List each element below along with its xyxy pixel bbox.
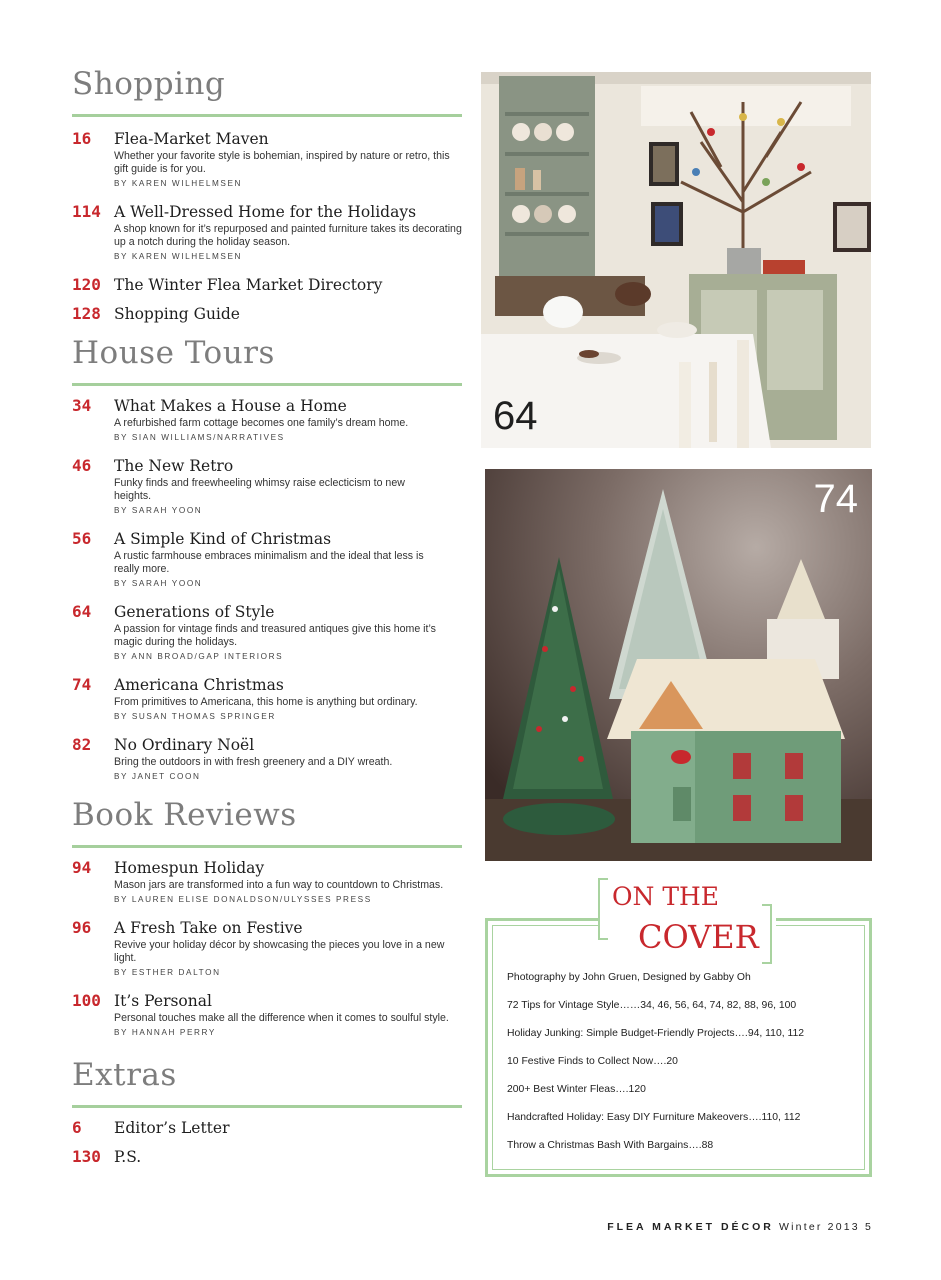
page-number: 5 <box>864 1221 873 1233</box>
entry-description: Revive your holiday décor by showcasing the pieces you love in a new light. <box>114 939 445 964</box>
entry-title: A Simple Kind of Christmas <box>114 530 332 548</box>
bracket-decoration <box>762 904 772 964</box>
cover-line: 72 Tips for Vintage Style……34, 46, 56, 64, 74, 82, 88, 96, 100 <box>507 1000 797 1011</box>
entry-page-number: 74 <box>72 675 92 694</box>
section-title-house-tours: House Tours <box>72 335 275 371</box>
entry-byline: BY SARAH YOON <box>114 579 203 588</box>
toc-entry[interactable] <box>72 991 464 1039</box>
entry-byline: BY SARAH YOON <box>114 506 203 515</box>
entry-byline: BY ESTHER DALTON <box>114 968 221 977</box>
entry-page-number: 120 <box>72 275 101 294</box>
entry-title: A Well-Dressed Home for the Holidays <box>114 203 417 221</box>
cover-lines-list <box>507 971 857 1167</box>
cover-heading-line2: COVER <box>638 918 759 956</box>
entry-page-number: 128 <box>72 304 101 323</box>
cover-heading-line1: ON THE <box>612 882 720 911</box>
section-title-book-reviews: Book Reviews <box>72 797 297 833</box>
section-divider <box>72 845 462 848</box>
section-divider <box>72 1105 462 1108</box>
toc-entry[interactable] <box>72 529 464 590</box>
entry-byline: BY SUSAN THOMAS SPRINGER <box>114 712 276 721</box>
entry-byline: BY KAREN WILHELMSEN <box>114 252 243 261</box>
entry-description: Mason jars are transformed into a fun way to countdown to Christmas. <box>114 879 444 891</box>
toc-entry[interactable] <box>72 602 464 663</box>
entry-title: Flea-Market Maven <box>114 130 269 148</box>
entry-page-number: 34 <box>72 396 92 415</box>
section-title-extras: Extras <box>72 1057 177 1093</box>
entry-description: A shop known for it’s repurposed and painted furniture takes its decorating up a notch during the holiday season. <box>114 223 462 248</box>
entry-page-number: 16 <box>72 129 92 148</box>
toc-entry[interactable] <box>72 675 464 723</box>
toc-entry[interactable] <box>72 275 464 295</box>
toc-entry[interactable] <box>72 735 464 783</box>
entry-title: Americana Christmas <box>114 676 284 694</box>
cover-line: 200+ Best Winter Fleas….120 <box>507 1084 646 1095</box>
entry-title: What Makes a House a Home <box>114 397 347 415</box>
entry-page-number: 46 <box>72 456 92 475</box>
christmas-village-illustration <box>485 469 872 861</box>
section-extras <box>72 1053 464 1167</box>
entry-title: The New Retro <box>114 457 234 475</box>
entry-byline: BY ANN BROAD/GAP INTERIORS <box>114 652 284 661</box>
entry-description: A passion for vintage finds and treasured antiques give this home it’s magic during the holidays. <box>114 623 436 648</box>
bracket-decoration <box>598 878 608 940</box>
on-the-cover-heading <box>598 876 776 964</box>
entry-page-number: 82 <box>72 735 92 754</box>
toc-entry[interactable] <box>72 1118 464 1138</box>
toc-entry[interactable] <box>72 396 464 444</box>
entry-title: It’s Personal <box>114 992 212 1010</box>
entry-description: Funky finds and freewheeling whimsy raise eclecticism to new heights. <box>114 477 405 502</box>
entry-byline: BY HANNAH PERRY <box>114 1028 216 1037</box>
entry-page-number: 6 <box>72 1118 82 1137</box>
cover-line: Holiday Junking: Simple Budget-Friendly Projects….94, 110, 112 <box>507 1028 805 1039</box>
toc-entry[interactable] <box>72 1147 464 1167</box>
section-divider <box>72 383 462 386</box>
entry-page-number: 114 <box>72 202 101 221</box>
section-title-shopping: Shopping <box>72 66 226 102</box>
entry-page-number: 100 <box>72 991 101 1010</box>
cover-line: Photography by John Gruen, Designed by Gabby Oh <box>507 972 751 983</box>
entry-title: A Fresh Take on Festive <box>114 919 303 937</box>
photo-page-number: 74 <box>813 477 858 521</box>
entry-description: Whether your favorite style is bohemian, inspired by nature or retro, this gift guide is for you. <box>114 150 450 175</box>
entry-page-number: 64 <box>72 602 92 621</box>
section-house-tours <box>72 331 464 783</box>
dining-room-photo[interactable] <box>481 72 871 448</box>
toc-entry[interactable] <box>72 304 464 324</box>
entry-description: A refurbished farm cottage becomes one family’s dream home. <box>114 417 409 429</box>
page-footer <box>607 1221 873 1233</box>
photo-page-number: 64 <box>493 394 538 438</box>
entry-page-number: 56 <box>72 529 92 548</box>
entry-description: From primitives to Americana, this home is anything but ordinary. <box>114 696 418 708</box>
entry-title: Shopping Guide <box>114 305 240 323</box>
entry-description: Bring the outdoors in with fresh greenery and a DIY wreath. <box>114 756 393 768</box>
entry-title: Editor’s Letter <box>114 1119 230 1137</box>
cover-line: Throw a Christmas Bash With Bargains….88 <box>507 1140 714 1151</box>
toc-entry[interactable] <box>72 918 464 979</box>
entry-description: A rustic farmhouse embraces minimalism and the ideal that less is really more. <box>114 550 424 575</box>
entry-byline: BY SIAN WILLIAMS/NARRATIVES <box>114 433 285 442</box>
dining-room-illustration <box>481 72 871 448</box>
toc-entry[interactable] <box>72 129 464 190</box>
entry-byline: BY KAREN WILHELMSEN <box>114 179 243 188</box>
entry-title: P.S. <box>114 1148 142 1166</box>
toc-entry[interactable] <box>72 858 464 906</box>
entry-title: No Ordinary Noël <box>114 736 255 754</box>
section-book-reviews <box>72 793 464 1039</box>
entry-page-number: 130 <box>72 1147 101 1166</box>
entry-byline: BY LAUREN ELISE DONALDSON/ULYSSES PRESS <box>114 895 372 904</box>
table-of-contents <box>72 62 464 1176</box>
entry-page-number: 94 <box>72 858 92 877</box>
cover-line: 10 Festive Finds to Collect Now….20 <box>507 1056 678 1067</box>
issue-label: Winter 2013 <box>779 1221 860 1233</box>
cover-line: Handcrafted Holiday: Easy DIY Furniture Makeovers….110, 112 <box>507 1112 801 1123</box>
magazine-name: FLEA MARKET DÉCOR <box>607 1221 774 1233</box>
entry-byline: BY JANET COON <box>114 772 201 781</box>
entry-page-number: 96 <box>72 918 92 937</box>
toc-entry[interactable] <box>72 456 464 517</box>
section-shopping <box>72 62 464 324</box>
entry-title: The Winter Flea Market Directory <box>114 276 383 294</box>
christmas-village-photo[interactable] <box>485 469 872 861</box>
entry-description: Personal touches make all the difference when it comes to soulful style. <box>114 1012 449 1024</box>
entry-title: Homespun Holiday <box>114 859 265 877</box>
entry-title: Generations of Style <box>114 603 275 621</box>
section-divider <box>72 114 462 117</box>
toc-entry[interactable] <box>72 202 464 263</box>
